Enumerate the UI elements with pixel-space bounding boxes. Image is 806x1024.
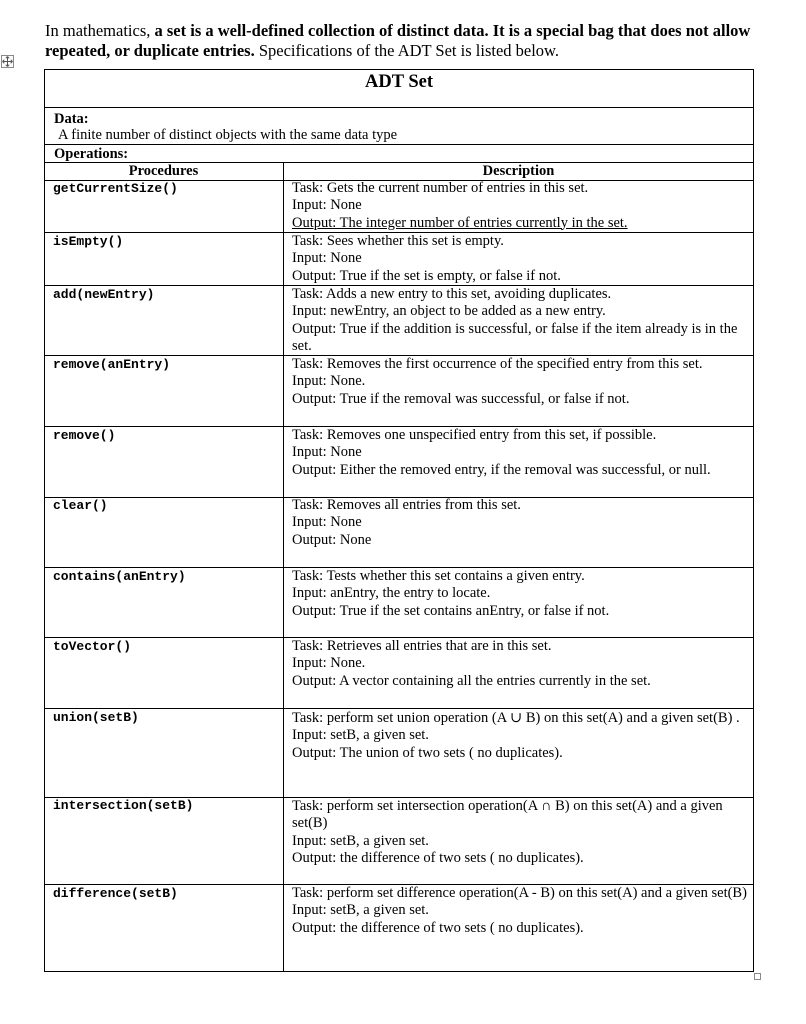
input-text: Input: None [292,250,362,267]
procedure-description [292,885,747,937]
output-text: Output: True if the addition is successful, or false if the item already is in the set. [292,320,738,354]
output-text: Output: the difference of two sets ( no duplicates). [292,849,584,866]
data-description: A finite number of distinct objects with the same data type [58,127,398,143]
table-move-handle-icon[interactable] [1,55,14,68]
table-resize-handle[interactable] [754,973,761,980]
output-text: Output: Either the removed entry, if the removal was successful, or null. [292,461,711,478]
output-text: Output: True if the set contains anEntry, or false if not. [292,602,610,619]
table-border-top [44,69,754,70]
procedure-name: getCurrentSize() [53,181,178,196]
task-text: Task: perform set difference operation(A - B) on this set(A) and a given set(B) [292,885,747,901]
rule [44,708,754,709]
input-text: Input: anEntry, the entry to locate. [292,585,491,602]
operations-label: Operations: [54,146,129,162]
task-text: Task: perform set union operation (A ∪ B) on this set(A) and a given set(B) . [292,710,740,726]
procedure-name: add(newEntry) [53,287,155,302]
output-text: Output: The integer number of entries currently in the set. [292,214,628,231]
data-label: Data: [54,111,89,127]
procedure-description [292,497,747,549]
task-text: Task: perform set intersection operation(A ∩ B) on this set(A) and a given set(B) [292,798,723,832]
input-text: Input: setB, a given set. [292,727,429,744]
task-text: Task: Removes the first occurrence of the specified entry from this set. [292,356,703,372]
column-divider [283,162,284,972]
description-header: Description [482,163,555,179]
table-border-bottom [44,971,754,972]
output-text: Output: None [292,531,372,548]
procedure-name: remove() [53,428,116,443]
output-text: Output: A vector containing all the entries currently in the set. [292,672,651,689]
input-text: Input: None. [292,373,366,390]
output-text: Output: the difference of two sets ( no duplicates). [292,919,584,936]
table-border-right [753,69,754,972]
input-text: Input: None [292,444,362,461]
intro-tail: Specifications of the ADT Set is listed below. [254,41,560,60]
rule [44,107,754,108]
procedure-description [292,710,747,762]
table-title: ADT Set [364,72,433,92]
input-text: Input: newEntry, an object to be added as a new entry. [292,303,606,320]
output-text: Output: True if the removal was successful, or false if not. [292,390,630,407]
procedure-description [292,568,747,620]
rule [44,144,754,145]
procedure-name: clear() [53,498,108,513]
task-text: Task: Gets the current number of entries in this set. [292,180,589,196]
procedure-description [292,180,747,232]
procedure-description [292,356,747,408]
input-text: Input: None. [292,655,366,672]
task-text: Task: Removes one unspecified entry from this set, if possible. [292,427,657,443]
procedures-header: Procedures [128,163,199,179]
task-text: Task: Tests whether this set contains a given entry. [292,568,585,584]
procedure-name: union(setB) [53,710,139,725]
output-text: Output: The union of two sets ( no duplicates). [292,744,563,761]
task-text: Task: Retrieves all entries that are in this set. [292,638,552,654]
procedure-description [292,427,747,479]
table-border-left [44,69,45,972]
input-text: Input: setB, a given set. [292,902,429,919]
procedure-name: toVector() [53,639,132,654]
intro-lead: In mathematics, [45,21,155,40]
task-text: Task: Sees whether this set is empty. [292,233,504,249]
input-text: Input: None [292,197,362,214]
intro-bold: a set is a well-defined collection of distinct data. It is a special bag that does not allow repeated, or duplicate entries. [45,21,751,60]
procedure-name: remove(anEntry) [53,357,171,372]
input-text: Input: setB, a given set. [292,832,429,849]
task-text: Task: Adds a new entry to this set, avoiding duplicates. [292,286,612,302]
procedure-description [292,638,747,690]
adt-set-table [44,69,754,972]
procedure-description [292,798,747,867]
procedure-description [292,286,747,355]
intro-paragraph [45,21,785,61]
input-text: Input: None [292,514,362,531]
procedure-name: intersection(setB) [53,798,194,813]
task-text: Task: Removes all entries from this set. [292,497,521,513]
procedure-name: isEmpty() [53,234,124,249]
procedure-name: contains(anEntry) [53,569,186,584]
output-text: Output: True if the set is empty, or false if not. [292,267,561,284]
procedure-name: difference(setB) [53,886,178,901]
procedure-description [292,233,747,285]
